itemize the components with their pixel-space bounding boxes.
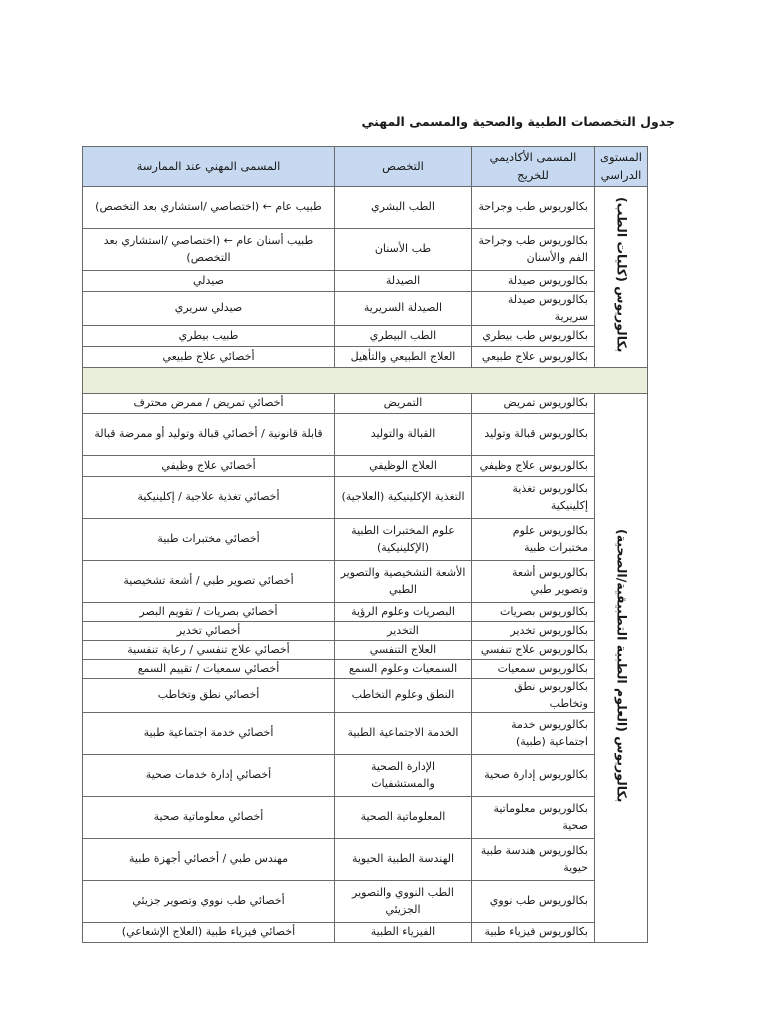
specialty-cell: التخدير — [335, 622, 472, 641]
level-cell — [595, 394, 648, 943]
job-title-cell: أخصائي مختبرات طبية — [83, 519, 335, 561]
level-cell — [595, 187, 648, 368]
job-title-cell: صيدلي — [83, 271, 335, 292]
specialty-cell: الصيدلة السريرية — [335, 292, 472, 326]
table-row — [83, 519, 648, 561]
table-body — [83, 187, 648, 943]
specialty-cell: الهندسة الطبية الحيوية — [335, 839, 472, 881]
table-row — [83, 755, 648, 797]
degree-cell: بكالوريوس طب نووي — [472, 881, 595, 923]
table-row — [83, 881, 648, 923]
job-title-cell: أخصائي خدمة اجتماعية طبية — [83, 713, 335, 755]
specialty-cell: التمريض — [335, 394, 472, 414]
job-title-cell: أخصائي نطق وتخاطب — [83, 679, 335, 713]
degree-cell: بكالوريوس علوم مختبرات طبية — [472, 519, 595, 561]
degree-cell: بكالوريوس بصريات — [472, 603, 595, 622]
degree-cell: بكالوريوس طب بيطري — [472, 326, 595, 347]
table-row — [83, 713, 648, 755]
specialty-cell: التغذية الإكلينيكية (العلاجية) — [335, 477, 472, 519]
specialty-cell: الإدارة الصحية والمستشفيات — [335, 755, 472, 797]
degree-cell: بكالوريوس طب وجراحة الفم والأسنان — [472, 229, 595, 271]
job-title-cell: أخصائي فيزياء طبية (العلاج الإشعاعي) — [83, 923, 335, 943]
job-title-cell: طبيب بيطري — [83, 326, 335, 347]
degree-cell: بكالوريوس سمعيات — [472, 660, 595, 679]
job-title-cell: أخصائي علاج وظيفي — [83, 456, 335, 477]
table-row — [83, 660, 648, 679]
job-title-cell: أخصائي تصوير طبي / أشعة تشخيصية — [83, 561, 335, 603]
table-row — [83, 477, 648, 519]
job-title-cell: قابلة قانونية / أخصائي قبالة وتوليد أو ممرضة قبالة — [83, 414, 335, 456]
table-row — [83, 797, 648, 839]
specialty-cell: الطب البيطري — [335, 326, 472, 347]
table-row — [83, 347, 648, 368]
table-row — [83, 394, 648, 414]
degree-cell: بكالوريوس علاج طبيعي — [472, 347, 595, 368]
specialty-cell: القبالة والتوليد — [335, 414, 472, 456]
section-separator — [83, 368, 648, 394]
level-label: بكالوريوس (العلوم الطبية التطبيقية/الصحية) — [614, 528, 630, 802]
specialty-cell: السمعيات وعلوم السمع — [335, 660, 472, 679]
specialties-table — [82, 146, 648, 943]
job-title-cell: صيدلي سريري — [83, 292, 335, 326]
degree-cell: بكالوريوس أشعة وتصوير طبي — [472, 561, 595, 603]
table-row — [83, 839, 648, 881]
specialty-cell: العلاج الطبيعي والتأهيل — [335, 347, 472, 368]
header-degree: المسمى الأكاديمي للخريج — [472, 147, 595, 187]
specialty-cell: الأشعة التشخيصية والتصوير الطبي — [335, 561, 472, 603]
header-specialty: التخصص — [335, 147, 472, 187]
section-separator-row — [83, 368, 648, 394]
specialty-cell: المعلوماتية الصحية — [335, 797, 472, 839]
job-title-cell: أخصائي طب نووي وتصوير جزيئي — [83, 881, 335, 923]
table-row — [83, 923, 648, 943]
specialty-cell: الطب البشري — [335, 187, 472, 229]
job-title-cell: أخصائي معلوماتية صحية — [83, 797, 335, 839]
job-title-cell: مهندس طبي / أخصائي أجهزة طبية — [83, 839, 335, 881]
table-header-row — [83, 147, 648, 187]
header-job-title: المسمى المهني عند الممارسة — [83, 147, 335, 187]
degree-cell: بكالوريوس نطق وتخاطب — [472, 679, 595, 713]
job-title-cell: أخصائي تخدير — [83, 622, 335, 641]
specialty-cell: العلاج الوظيفي — [335, 456, 472, 477]
degree-cell: بكالوريوس تخدير — [472, 622, 595, 641]
degree-cell: بكالوريوس علاج وظيفي — [472, 456, 595, 477]
job-title-cell: أخصائي علاج طبيعي — [83, 347, 335, 368]
table-row — [83, 561, 648, 603]
table-row — [83, 187, 648, 229]
table-row — [83, 326, 648, 347]
table-row — [83, 622, 648, 641]
specialty-cell: الخدمة الاجتماعية الطبية — [335, 713, 472, 755]
degree-cell: بكالوريوس معلوماتية صحية — [472, 797, 595, 839]
level-label: بكالوريوس (كليات الطب) — [614, 196, 630, 352]
degree-cell: بكالوريوس علاج تنفسي — [472, 641, 595, 660]
table-row — [83, 456, 648, 477]
job-title-cell: طبيب عام ← (اختصاصي /استشاري بعد التخصص) — [83, 187, 335, 229]
degree-cell: بكالوريوس طب وجراحة — [472, 187, 595, 229]
table-row — [83, 641, 648, 660]
degree-cell: بكالوريوس صيدلة — [472, 271, 595, 292]
specialty-cell: طب الأسنان — [335, 229, 472, 271]
degree-cell: بكالوريوس إدارة صحية — [472, 755, 595, 797]
degree-cell: بكالوريوس تمريض — [472, 394, 595, 414]
job-title-cell: أخصائي إدارة خدمات صحية — [83, 755, 335, 797]
table-row — [83, 414, 648, 456]
job-title-cell: طبيب أسنان عام ← (اختصاصي /استشاري بعد التخصص) — [83, 229, 335, 271]
document-title: جدول التخصصات الطبية والصحية والمسمى المهني — [361, 114, 675, 129]
specialty-cell: النطق وعلوم التخاطب — [335, 679, 472, 713]
degree-cell: بكالوريوس خدمة اجتماعية (طبية) — [472, 713, 595, 755]
degree-cell: بكالوريوس تغذية إكلينيكية — [472, 477, 595, 519]
header-level: المستوى الدراسي — [595, 147, 648, 187]
specialty-cell: الطب النووي والتصوير الجزيئي — [335, 881, 472, 923]
degree-cell: بكالوريوس فيزياء طبية — [472, 923, 595, 943]
table-row — [83, 679, 648, 713]
specialty-cell: الصيدلة — [335, 271, 472, 292]
degree-cell: بكالوريوس قبالة وتوليد — [472, 414, 595, 456]
specialty-cell: العلاج التنفسي — [335, 641, 472, 660]
job-title-cell: أخصائي بصريات / تقويم البصر — [83, 603, 335, 622]
job-title-cell: أخصائي سمعيات / تقييم السمع — [83, 660, 335, 679]
job-title-cell: أخصائي علاج تنفسي / رعاية تنفسية — [83, 641, 335, 660]
degree-cell: بكالوريوس هندسة طبية حيوية — [472, 839, 595, 881]
table-row — [83, 603, 648, 622]
table-row — [83, 229, 648, 271]
job-title-cell: أخصائي تمريض / ممرض محترف — [83, 394, 335, 414]
table-row — [83, 271, 648, 292]
job-title-cell: أخصائي تغذية علاجية / إكلينيكية — [83, 477, 335, 519]
specialty-cell: علوم المختبرات الطبية (الإكلينيكية) — [335, 519, 472, 561]
specialty-cell: الفيزياء الطبية — [335, 923, 472, 943]
degree-cell: بكالوريوس صيدلة سريرية — [472, 292, 595, 326]
specialty-cell: البصريات وعلوم الرؤية — [335, 603, 472, 622]
table-row — [83, 292, 648, 326]
